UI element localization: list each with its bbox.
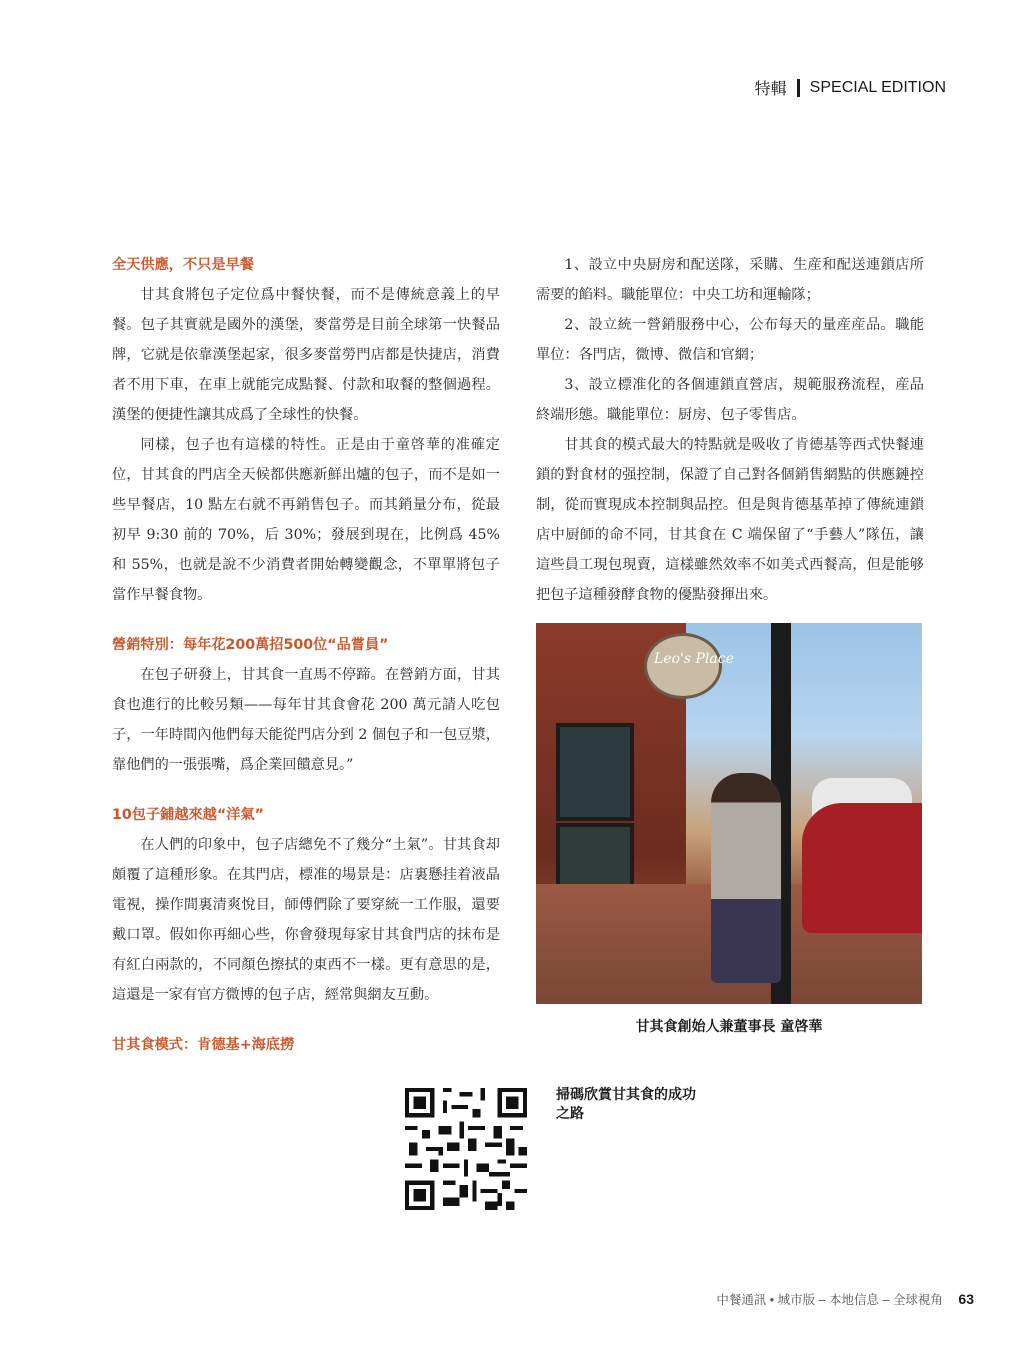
paragraph: 2、設立統一營銷服務中心，公布每天的量産産品。職能單位：各門店，微博、微信和官網； (536, 317, 924, 363)
left-column (112, 250, 500, 1060)
qr-code-icon (405, 1088, 527, 1210)
shop-sign-text: Leo's Place (654, 651, 734, 667)
paragraph: 甘其食將包子定位爲中餐快餐，而不是傳統意義上的早餐。包子其實就是國外的漢堡，麥當勞是目前全球第一快餐品牌，它就是依靠漢堡起家，很多麥當勞門店都是快捷店，消費者不用下車，在車上就能完成點餐、付款和取餐的整個過程。漢堡的便捷性讓其成爲了全球性的快餐。 (112, 287, 500, 423)
paragraph: 同樣，包子也有這樣的特性。正是由于童啓華的准確定位，甘其食的門店全天候都供應新鮮出爐的包子，而不是如一些早餐店，10 點左右就不再銷售包子。而其銷量分布，從最初早 9:30 前的 70%，后 30%；發展到現在，比例爲 45% 和 55%，也就是說不少消費者開始轉變觀念，不單單將包子當作早餐食物。 (112, 437, 500, 603)
heading-all-day: 全天供應，不只是早餐 (112, 257, 254, 273)
page-number: 63 (958, 1291, 974, 1307)
heading-model: 甘其食模式：肯德基+海底撈 (112, 1037, 295, 1053)
qr-caption: 掃碼欣賞甘其食的成功之路 (556, 1087, 696, 1122)
shop-window (556, 723, 634, 821)
paragraph: 在人們的印象中，包子店總免不了幾分“土氣”。甘其食却頗覆了這種形象。在其門店，標准的場景是：店裏懸挂着液晶電視，操作間裏清爽悅目，師傅們除了要穿統一工作服，還要戴口罩。假如你再細心些，你會發現每家甘其食門店的抹布是有紅白兩款的，不同顏色擦拭的東西不一樣。更有意思的是，這還是一家有官方微博的包子店，經常與網友互動。 (112, 837, 500, 1003)
paragraph: 1、設立中央厨房和配送隊，采購、生産和配送連鎖店所需要的餡料。職能單位：中央工坊和運輸隊； (536, 257, 924, 303)
right-column (536, 250, 924, 610)
paragraph: 3、設立標准化的各個連鎖直營店，規範服務流程，産品終端形態。職能單位：厨房、包子零售店。 (536, 377, 924, 423)
photo-caption: 甘其食創始人兼董事長 童啓華 (635, 1019, 823, 1035)
edition-label: SPECIAL EDITION (809, 78, 946, 96)
footer-text: 中餐通訊 • 城市版 – 本地信息 – 全球視角 (716, 1293, 943, 1307)
heading-modern: 10包子鋪越來越“洋氣” (112, 807, 264, 823)
paragraph: 在包子研發上，甘其食一直馬不停蹄。在營銷方面，甘其食也進行的比較另類——每年甘其食會花 200 萬元請人吃包子，一年時間內他們每天能從門店分到 2 個包子和一包豆漿，靠他們的一張張嘴，爲企業回饋意見。” (112, 667, 500, 773)
red-car (802, 803, 922, 933)
founder-photo (536, 623, 922, 1004)
section-label: 特輯 (754, 81, 787, 98)
page-footer (716, 1290, 974, 1308)
person (711, 773, 781, 983)
paragraph: 甘其食的模式最大的特點就是吸收了肯德基等西式快餐連鎖的對食材的强控制，保證了自己對各個銷售網點的供應鏈控制，從而實現成本控制與品控。但是與肯德基革掉了傳統連鎖店中厨師的命不同，甘其食在 C 端保留了“手藝人”隊伍，讓這些員工現包現賣，這樣雖然效率不如美式西餐高，但是能够把包子這種發酵食物的優點發揮出來。 (536, 437, 924, 603)
page-header (755, 76, 946, 99)
heading-marketing: 營銷特別：每年花200萬招500位“品嘗員” (112, 637, 389, 653)
header-divider (797, 79, 800, 97)
